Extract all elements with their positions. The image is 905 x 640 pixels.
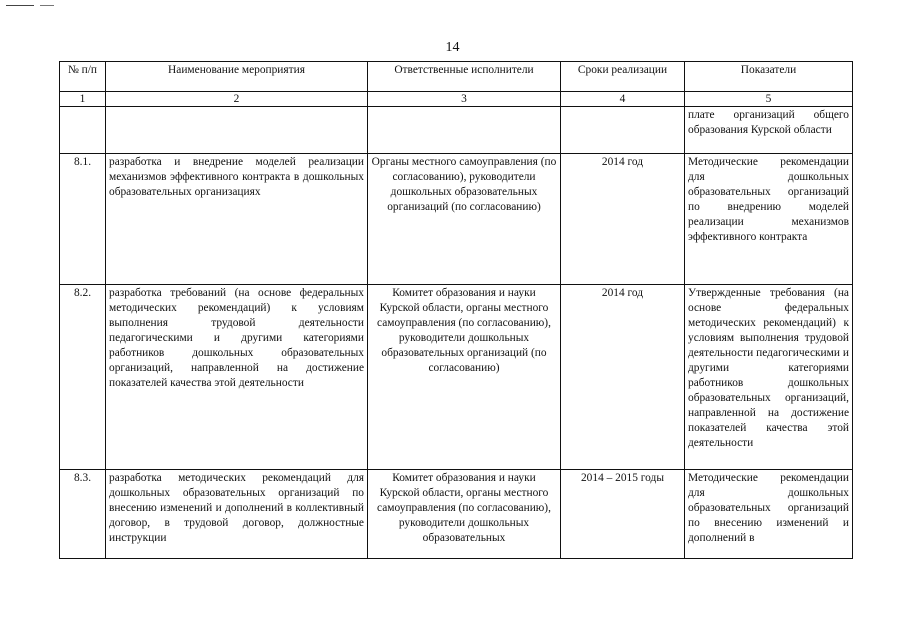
column-number: 3	[368, 92, 561, 107]
row-indicators: Методические рекомендации для дошкольных образовательных организаций по внесению изменений и дополнений в	[685, 470, 853, 559]
row-deadline: 2014 – 2015 годы	[561, 470, 685, 559]
column-header-name: Наименование мероприятия	[106, 62, 368, 92]
scan-edge-mark	[6, 5, 34, 6]
row-name: разработка методических рекомендаций для дошкольных образовательных организаций по внесению изменений и дополнений в коллективный договор, в трудовой договор, должностные инструкции	[106, 470, 368, 559]
table-row	[60, 470, 853, 559]
row-indicators: Методические рекомендации для дошкольных образовательных организаций по внедрению моделей реализации механизмов эффективного контракта	[685, 154, 853, 285]
row-name	[106, 107, 368, 154]
row-indicators: Утвержденные требования (на основе федеральных методических рекомендаций) к условиям выполнения трудовой деятельности педагогическими и другими категориями работников дошкольных образовательных организаций, направленной на достижение показателей качества этой деятельности	[685, 285, 853, 470]
row-executors: Органы местного самоуправления (по согласованию), руководители дошкольных образовательных организаций (по согласованию)	[368, 154, 561, 285]
row-executors: Комитет образования и науки Курской области, органы местного самоуправления (по согласованию), руководители дошкольных образовательных организаций (по согласованию)	[368, 285, 561, 470]
row-executors	[368, 107, 561, 154]
row-name: разработка требований (на основе федеральных методических рекомендаций) к условиям выполнения трудовой деятельности педагогическими и другими категориями работников дошкольных образовательных организаций, направленной на достижение показателей качества этой деятельности	[106, 285, 368, 470]
table-row-continuation	[60, 107, 853, 154]
measures-table	[59, 61, 853, 559]
column-number-row	[60, 92, 853, 107]
column-header-deadline: Сроки реализации	[561, 62, 685, 92]
column-number: 2	[106, 92, 368, 107]
row-executors: Комитет образования и науки Курской области, органы местного самоуправления (по согласованию), руководители дошкольных образовательных	[368, 470, 561, 559]
row-number: 8.2.	[60, 285, 106, 470]
row-deadline: 2014 год	[561, 285, 685, 470]
table-row	[60, 285, 853, 470]
row-deadline: 2014 год	[561, 154, 685, 285]
row-deadline	[561, 107, 685, 154]
column-header-executors: Ответственные исполнители	[368, 62, 561, 92]
column-number: 5	[685, 92, 853, 107]
page-number: 14	[445, 40, 460, 55]
table-row	[60, 154, 853, 285]
row-number: 8.3.	[60, 470, 106, 559]
header-row	[60, 62, 853, 92]
row-number: 8.1.	[60, 154, 106, 285]
column-number: 1	[60, 92, 106, 107]
row-number	[60, 107, 106, 154]
row-name: разработка и внедрение моделей реализации механизмов эффективного контракта в дошкольных образовательных организациях	[106, 154, 368, 285]
column-number: 4	[561, 92, 685, 107]
column-header-indicators: Показатели	[685, 62, 853, 92]
scan-edge-mark	[40, 5, 54, 6]
row-indicators: плате организаций общего образования Курской области	[685, 107, 853, 154]
column-header-number: № п/п	[60, 62, 106, 92]
